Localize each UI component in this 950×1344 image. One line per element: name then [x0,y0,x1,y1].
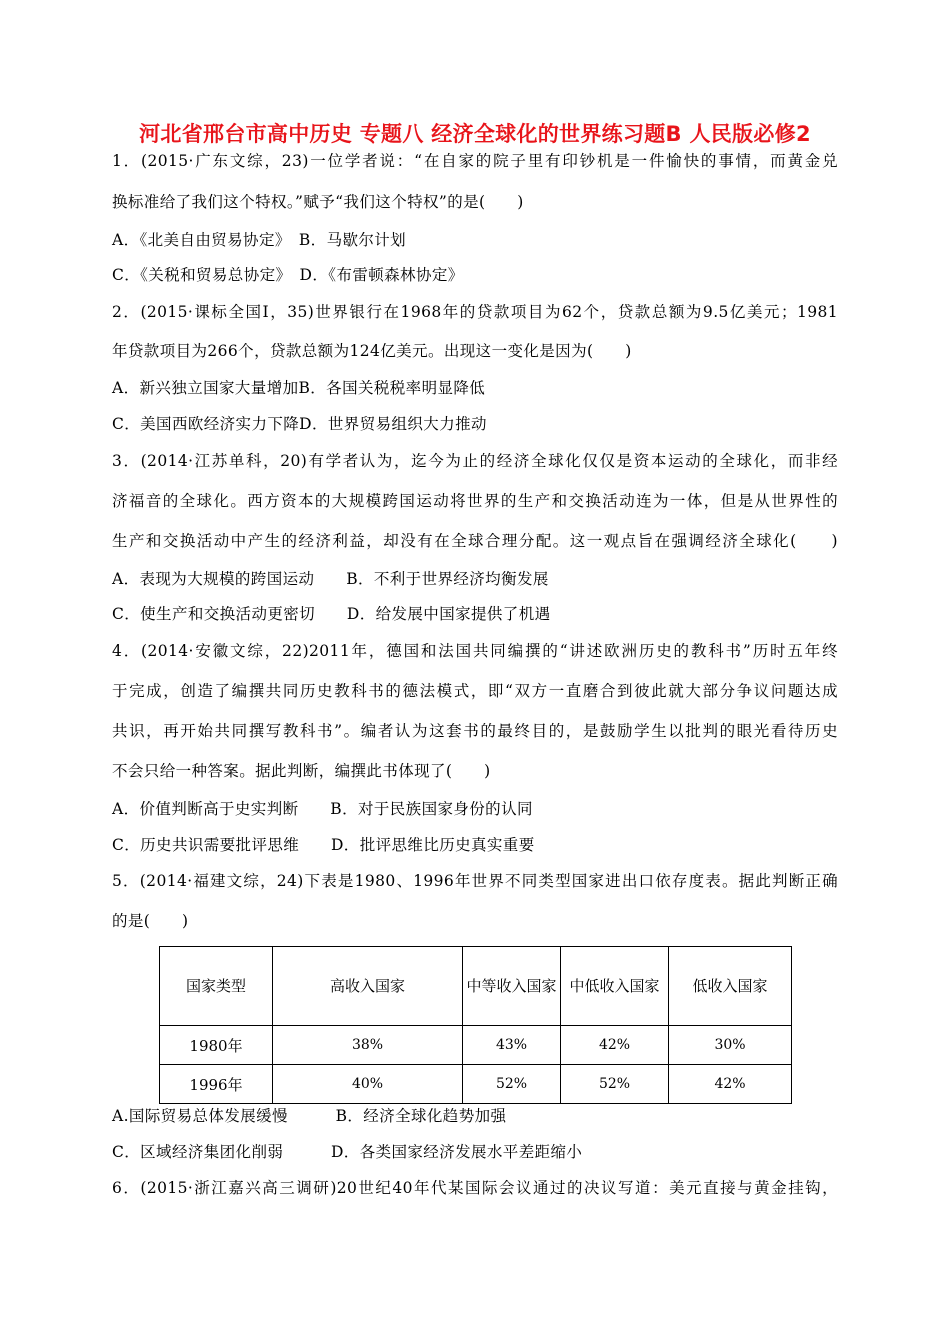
table-cell: 42% [561,1026,669,1065]
dependency-table [159,946,792,1104]
q1-options-cd: C．《关税和贸易总协定》 D．《布雷顿森林协定》 [112,266,464,284]
q3-stem-line1: 3．(2014·江苏单科，20)有学者认为，迄今为止的经济全球化仅仅是资本运动的全球化，而非经 [112,452,838,470]
q2-options-cd: C．美国西欧经济实力下降D．世界贸易组织大力推动 [112,415,487,433]
q4-stem-line4: 不会只给一种答案。据此判断，编撰此书体现了( ) [112,762,491,780]
document-title: 河北省邢台市高中历史 专题八 经济全球化的世界练习题B 人民版必修2 [139,122,811,146]
table-row [160,1026,792,1065]
q2-options-ab: A．新兴独立国家大量增加B．各国关税税率明显降低 [112,379,486,397]
q4-stem-line2: 于完成，创造了编撰共同历史教科书的德法模式，即“双方一直磨合到彼此就大部分争议问题达成 [112,682,838,700]
table-cell: 40% [273,1065,463,1104]
q5-options-ab: A.国际贸易总体发展缓慢 B．经济全球化趋势加强 [112,1107,507,1125]
header-cell-high-income: 高收入国家 [273,947,463,1026]
header-cell-country-type: 国家类型 [160,947,273,1026]
row-label-cell: 1996年 [160,1065,273,1104]
header-cell-middle-income: 中等收入国家 [463,947,561,1026]
q2-stem-line2: 年贷款项目为266个，贷款总额为124亿美元。出现这一变化是因为( ) [112,342,632,360]
row-label-cell: 1980年 [160,1026,273,1065]
q1-options-ab: A．《北美自由贸易协定》 B．马歇尔计划 [112,231,407,249]
q4-stem-line3: 共识，再开始共同撰写教科书”。编者认为这套书的最终目的，是鼓励学生以批判的眼光看待历史 [112,722,838,740]
header-cell-low-income: 低收入国家 [669,947,792,1026]
table-cell: 38% [273,1026,463,1065]
q5-options-cd: C．区域经济集团化削弱 D．各类国家经济发展水平差距缩小 [112,1143,583,1161]
q4-options-ab: A．价值判断高于史实判断 B．对于民族国家身份的认同 [112,800,533,818]
table-cell: 42% [669,1065,792,1104]
table-header-row [160,947,792,1026]
q1-stem-line1: 1．(2015·广东文综，23)一位学者说：“在自家的院子里有印钞机是一件愉快的事情，而黄金兑 [112,152,838,170]
table-cell: 43% [463,1026,561,1065]
q3-options-ab: A．表现为大规模的跨国运动 B．不利于世界经济均衡发展 [112,570,549,588]
q3-options-cd: C．使生产和交换活动更密切 D．给发展中国家提供了机遇 [112,605,551,623]
q3-stem-line2: 济福音的全球化。西方资本的大规模跨国运动将世界的生产和交换活动连为一体，但是从世界性的 [112,492,838,510]
table-cell: 52% [463,1065,561,1104]
q5-stem-line2: 的是( ) [112,912,189,930]
q6-stem-line1: 6．(2015·浙江嘉兴高三调研)20世纪40年代某国际会议通过的决议写道：美元直接与黄金挂钩， [112,1179,838,1197]
q3-stem-line3: 生产和交换活动中产生的经济利益，却没有在全球合理分配。这一观点旨在强调经济全球化( ) [112,532,838,550]
header-cell-lower-middle-income: 中低收入国家 [561,947,669,1026]
q4-options-cd: C．历史共识需要批评思维 D．批评思维比历史真实重要 [112,836,535,854]
table-cell: 52% [561,1065,669,1104]
table-cell: 30% [669,1026,792,1065]
q1-stem-line2: 换标准给了我们这个特权。”赋予“我们这个特权”的是( ) [112,193,524,211]
q2-stem-line1: 2．(2015·课标全国Ⅰ，35)世界银行在1968年的贷款项目为62个，贷款总额为9.5亿美元；1981 [112,303,838,321]
table-row [160,1065,792,1104]
q5-stem-line1: 5．(2014·福建文综，24)下表是1980、1996年世界不同类型国家进出口依存度表。据此判断正确 [112,872,838,890]
q4-stem-line1: 4．(2014·安徽文综，22)2011年，德国和法国共同编撰的“讲述欧洲历史的教科书”历时五年终 [112,642,838,660]
